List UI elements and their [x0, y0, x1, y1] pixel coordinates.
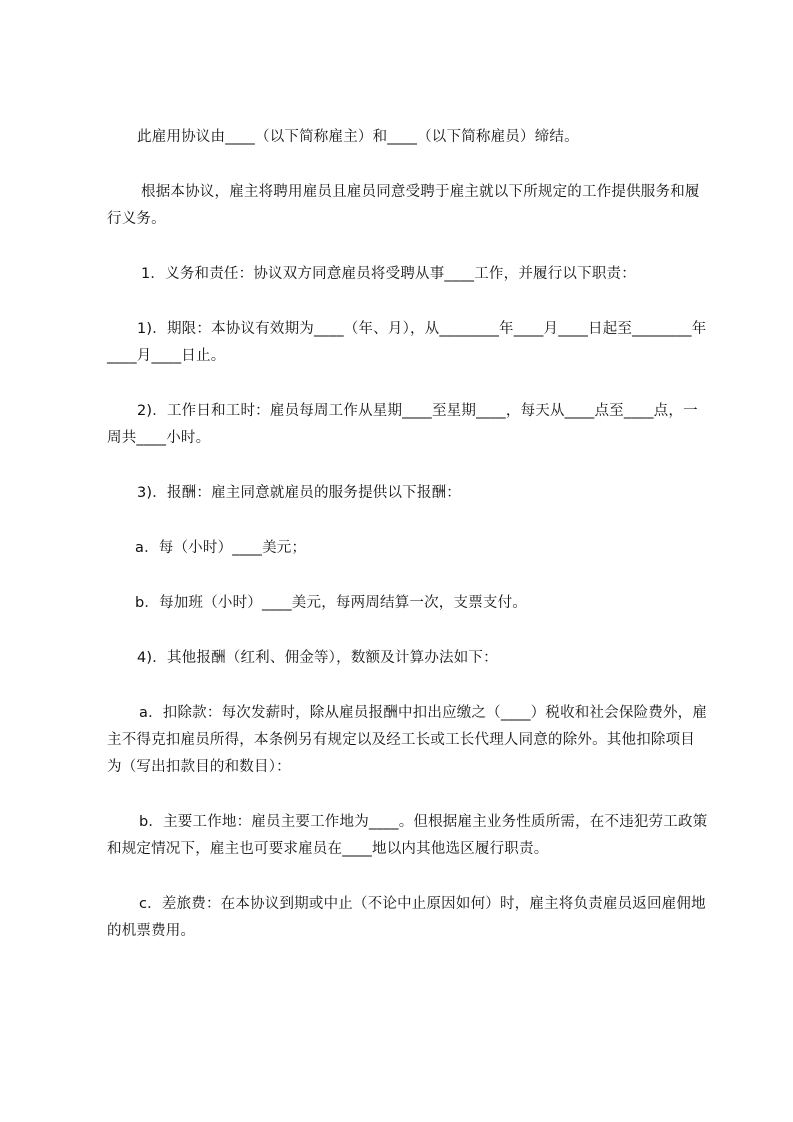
overtime-pay-item: b．每加班（小时）____美元，每两周结算一次，支票支付。	[135, 595, 528, 611]
document-body	[107, 124, 709, 945]
scope-paragraph: 根据本协议，雇主将聘用雇员且雇员同意受聘于雇主就以下所规定的工作提供服务和履行义务。	[107, 184, 700, 227]
duties-paragraph: 1．义务和责任：协议双方同意雇员将受聘从事____工作，并履行以下职责：	[141, 266, 636, 282]
hourly-pay-item: a．每（小时）____美元；	[135, 540, 307, 556]
compensation-paragraph: 3)．报酬：雇主同意就雇员的服务提供以下报酬：	[137, 485, 461, 501]
working-hours-paragraph: 2)．工作日和工时：雇员每周工作从星期____至星期____，每天从____点至____点，一周共____小时。	[107, 403, 698, 446]
travel-expenses-paragraph: c．差旅费：在本协议到期或中止（不论中止原因如何）时，雇主将负责雇员返回雇佣地的机票费用。	[107, 896, 706, 939]
term-paragraph: 1)．期限：本协议有效期为____（年、月），从________年____月____日起至________年____月____日止。	[107, 321, 707, 364]
deductions-paragraph: a．扣除款：每次发薪时，除从雇员报酬中扣出应缴之（____）税收和社会保险费外，雇主不得克扣雇员所得，本条例另有规定以及经工长或工长代理人同意的除外。其他扣除项目为（写出扣款目的和数目）：	[107, 705, 708, 775]
workplace-paragraph: b．主要工作地：雇员主要工作地为____。但根据雇主业务性质所需，在不违犯劳工政策和规定情况下，雇主也可要求雇员在____地以内其他选区履行职责。	[107, 814, 708, 857]
other-compensation-paragraph: 4)．其他报酬（红利、佣金等），数额及计算办法如下：	[137, 650, 498, 666]
intro-paragraph: 此雇用协议由____（以下简称雇主）和____（以下简称雇员）缔结。	[137, 129, 579, 145]
